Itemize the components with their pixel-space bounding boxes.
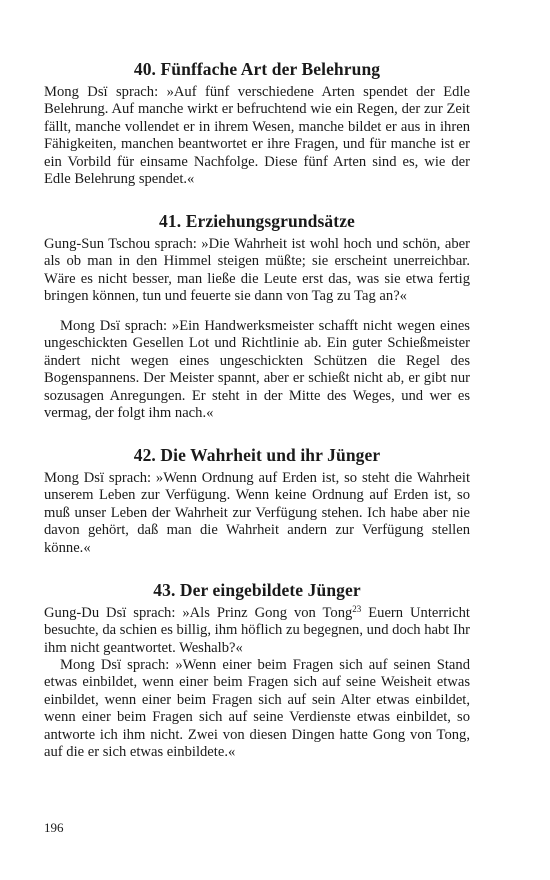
paragraph-text-end: Euern Unterricht besuchte, da schien es billig, ihm höflich zu begegnen, und doch habt Ihr ihm nicht geantwortet. Weshalb?« [44,605,470,656]
section-43-paragraph-1 [44,605,470,657]
section-42-paragraph-1: Mong Dsï sprach: »Wenn Ordnung auf Erden ist, so steht die Wahrheit unserem Leben zur Verfügung. Wenn keine Ordnung auf Erden ist, so muß unser Leben der Wahrheit zur Verfügung stehen. Ich habe aber nie davon gehört, daß man die Wahrheit andern zur Verfügung stellen könne.« [44,470,470,556]
section-40-paragraph-1: Mong Dsï sprach: »Auf fünf verschiedene Arten spendet der Edle Belehrung. Auf manche wirkt er befruchtend wie ein Regen, der zur Zeit fällt, manche vollendet er in ihrem Wesen, manche bildet er aus in ihren Fähigkeiten, manchen beantwortet er ihre Fragen, und für manche ist er ein Vorbild für einsame Nachfolge. Diese fünf Arten sind es, wie der Edle Belehrung spendet.« [44,84,470,188]
section-43-paragraph-2: Mong Dsï sprach: »Wenn einer beim Fragen sich auf seinen Stand etwas einbildet, wenn einer beim Fragen sich auf seine Weisheit etwas einbildet, wenn einer beim Fragen sich auf sein Alter etwas einbildet, wenn einer beim Fragen sich auf seine Verdienste etwas einbildet, so antworte ich ihm nicht. Zwei von diesen Dingen hatte Gong von Tong, auf die er sich etwas einbildete.« [44,657,470,761]
footnote-marker: 23 [352,604,362,614]
paragraph-text-start: Gung-Du Dsï sprach: »Als Prinz Gong von Tong [44,605,353,621]
section-43-heading: 43. Der eingebildete Jünger [153,580,361,600]
section-40-heading: 40. Fünffache Art der Belehrung [133,59,381,79]
section-41-heading: 41. Erziehungsgrundsätze [159,211,355,231]
section-42-heading: 42. Die Wahrheit und ihr Jünger [133,445,381,465]
section-41-paragraph-1: Gung-Sun Tschou sprach: »Die Wahrheit ist wohl hoch und schön, aber als ob man in den Himmel steigen müßte; sie erscheint unerreichbar. Wäre es nicht besser, man ließe die Leute erst das, was sie etwa fertig bringen können, tun und feuerte sie dann von Tag zu Tag an?« [44,236,470,305]
section-41-paragraph-2: Mong Dsï sprach: »Ein Handwerksmeister schafft nicht wegen eines ungeschickten Gesellen Lot und Richtlinie ab. Ein guter Schießmeister ändert nicht wegen eines ungeschickten Schützen die Regel des Bogenspannens. Der Meister spannt, aber er schießt nicht ab, er gibt nur sozusagen Anregungen. Er steht in der Mitte des Weges, und wer es vermag, der folgt ihm nach.« [44,318,470,422]
page-number: 196 [44,820,64,835]
